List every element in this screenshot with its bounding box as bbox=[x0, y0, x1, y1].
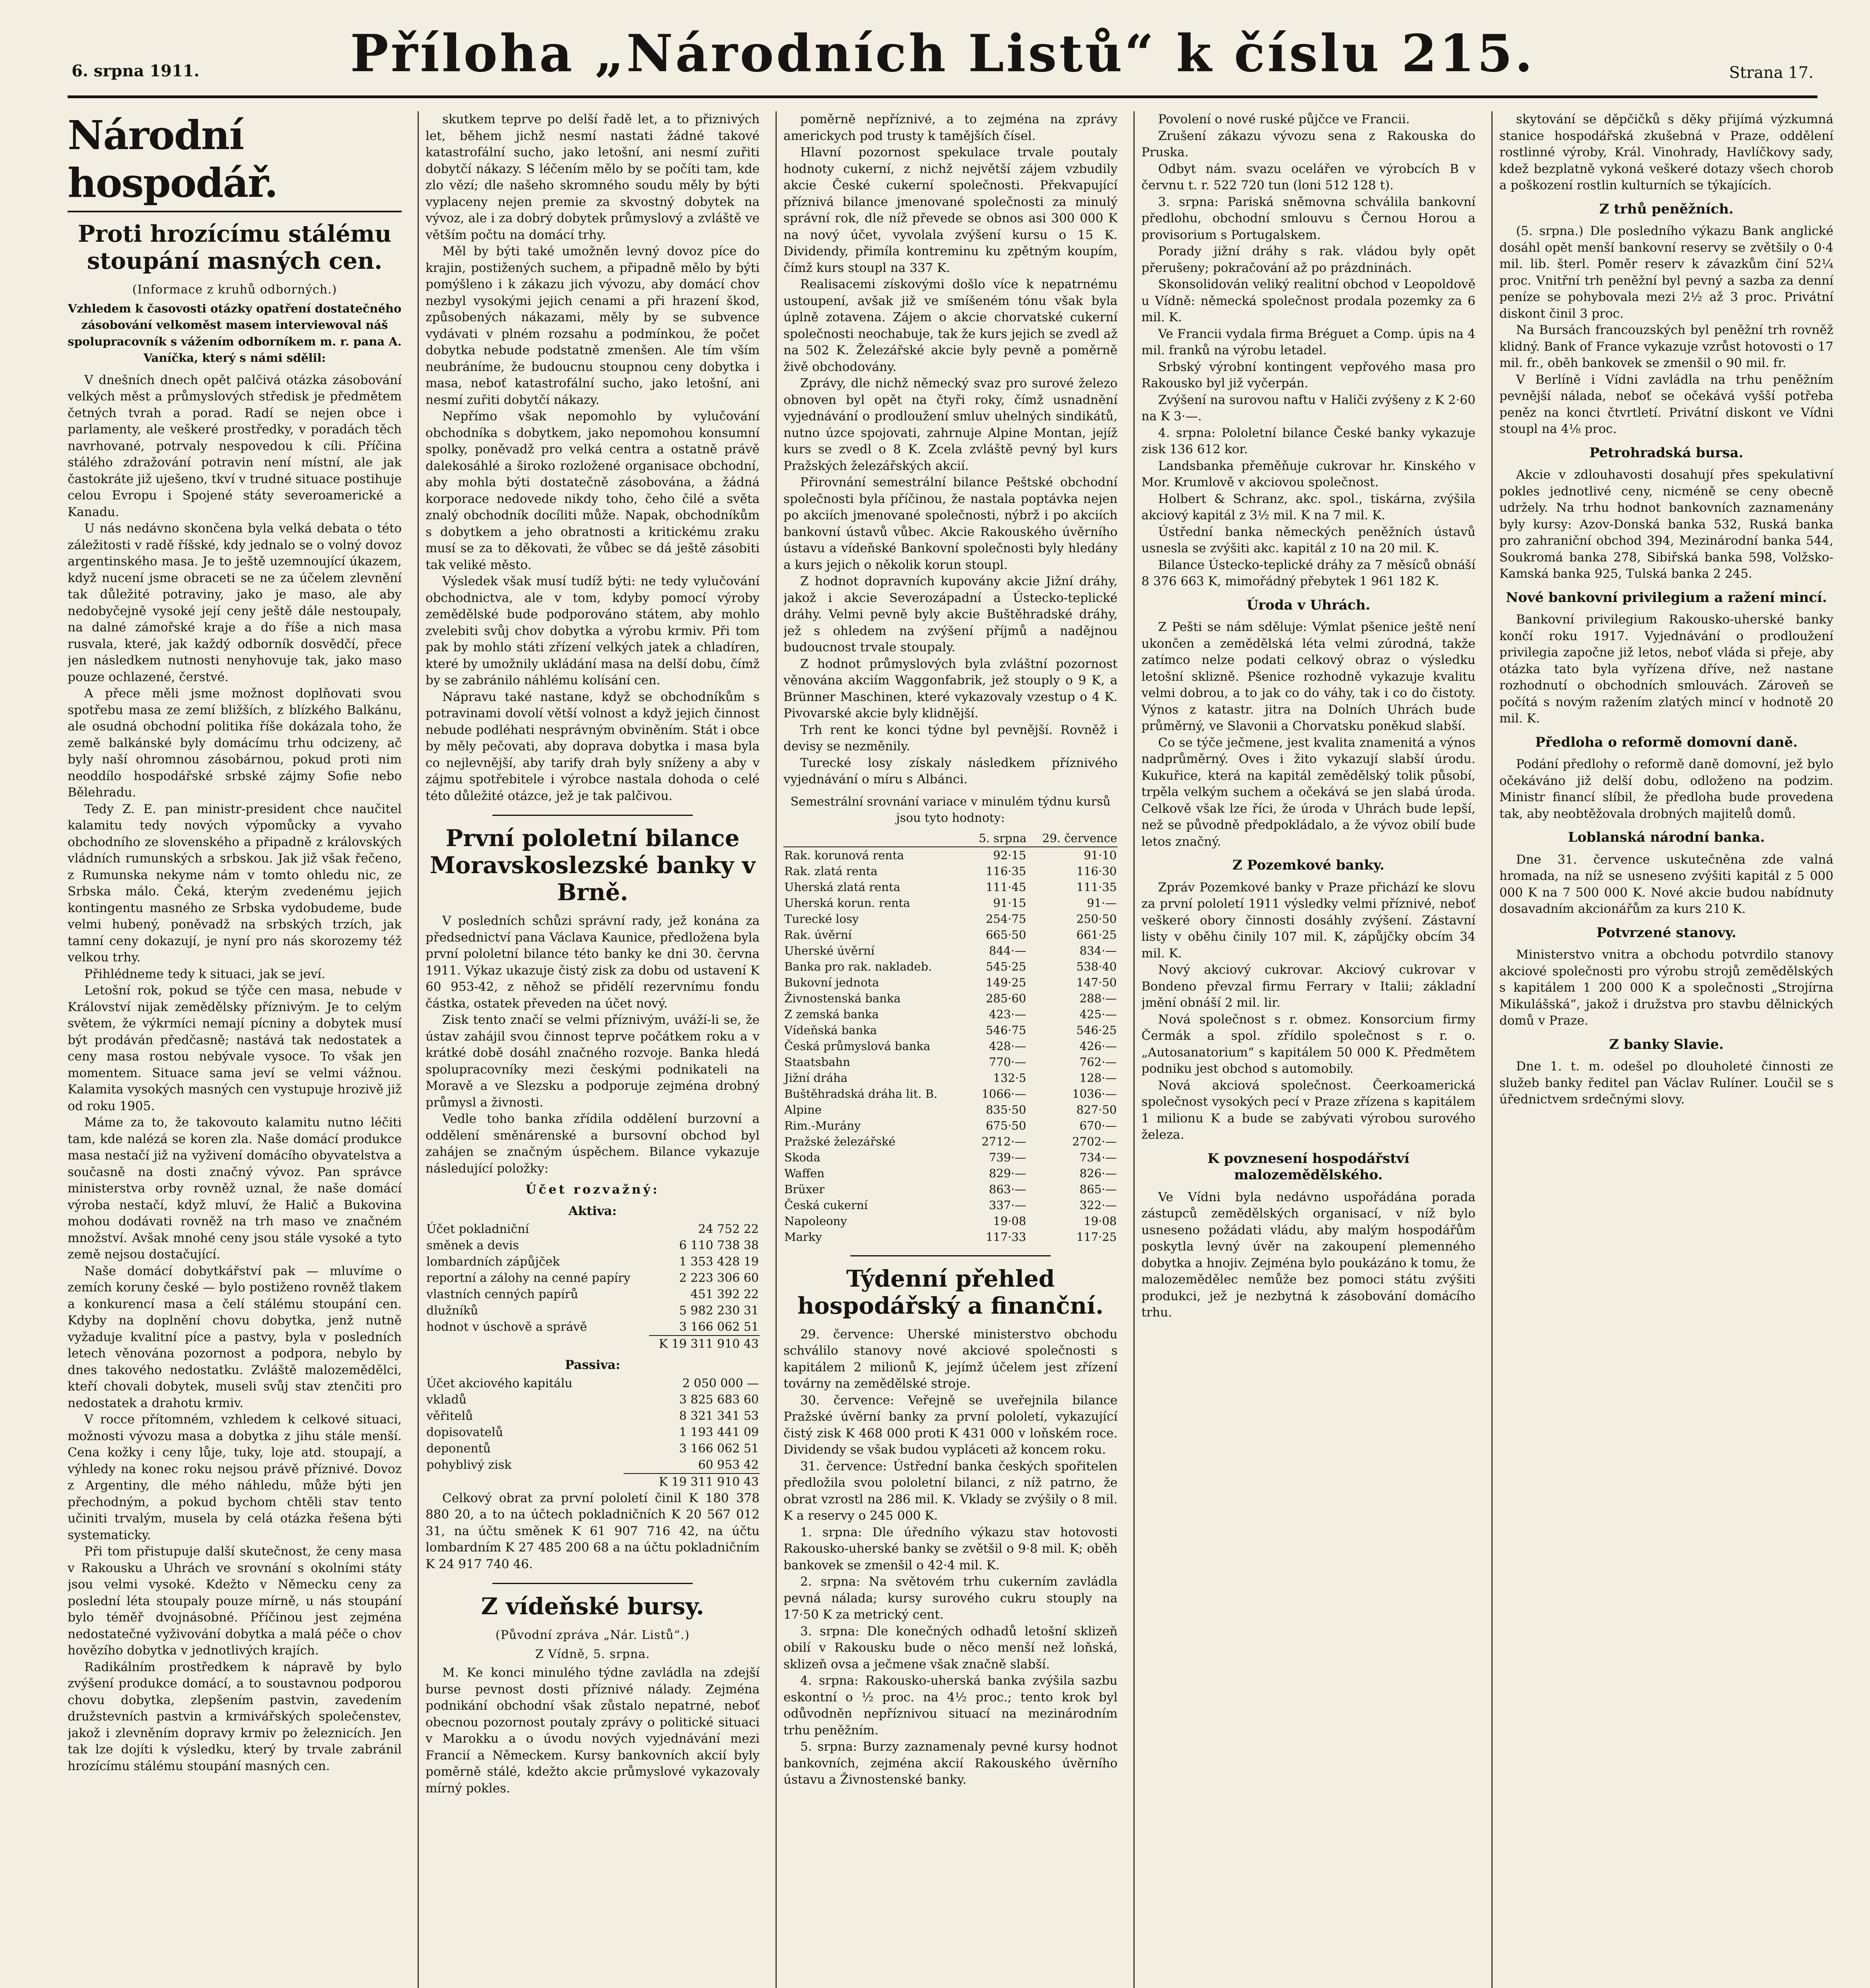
table-row bbox=[783, 1197, 1118, 1213]
column-rule bbox=[776, 111, 777, 1988]
column-5 bbox=[1499, 111, 1833, 1988]
masthead bbox=[68, 16, 1818, 98]
issue-date: 6. srpna 1911. bbox=[72, 62, 200, 80]
table-cell: 451 392 22 bbox=[690, 1287, 759, 1301]
table-cell: 863·— bbox=[989, 1182, 1026, 1196]
table-row bbox=[426, 1408, 760, 1424]
table-cell: 250·50 bbox=[1076, 912, 1117, 926]
table-row bbox=[783, 911, 1118, 927]
column-4 bbox=[1141, 111, 1475, 1988]
article-subtitle: (Informace z kruhů odborných.) bbox=[132, 283, 337, 297]
table-cell: 2712·— bbox=[982, 1134, 1026, 1148]
article-headline-land-bank: Z Pozemkové banky. bbox=[1232, 857, 1385, 873]
article-lead: Vzhledem k časovosti otázky opatření dostatečného zásobování velkoměst masem interviewoval náš spolupracovník s vážením odborníkem m. r. pana A. Vaníčka, který s námi sdělil: bbox=[68, 301, 402, 365]
paragraph: Naše domácí dobytkářství pak — mluvíme o zemích koruny české — bylo postiženo rovněž tlakem a konkurencí masa a čelí stálému stoupání cen. Kdyby na doplnění chovu dobytka, jenž nutně vyžaduje kvalitní píce a pastvy, byla v posledních letech věnována pozornost a podpora, nebylo by dnes takového nedostatku. Zvláště malozemědělci, kteří chovali dobytek, museli svůj stav ztenčiti pro nedostatek a drahotu krmiv. bbox=[68, 1264, 402, 1410]
paragraph: Měl by býti také umožněn levný dovoz píce do krajin, postižených suchem, a připadně mělo by býti pomýšleno i k zákazu jich vývozu, aby domácí chov nezbyl vysokými jejich cenami a při hrazení škod, způsobených nákazami, měly by se subvence vydávati v plném rozsahu a podmínkou, že počet dobytka nebude podstatně zmenšen. Ale tím vším neubráníme, že budoucnu stoupnou ceny dobytka i masa, neboť katastrofální sucho, jako letošní, ani nesmí zuřiti dobytčí nákazy. bbox=[426, 244, 760, 407]
column-rule bbox=[1133, 111, 1135, 1988]
table-cell: 116·30 bbox=[1076, 864, 1117, 878]
paragraph: Skonsolidován veliký realitní obchod v Leopoldově u Vídně: německá společnost prodala pozemky za 6 mil. K. bbox=[1141, 277, 1475, 324]
table-row bbox=[783, 1149, 1118, 1165]
table-cell: 288·— bbox=[1079, 991, 1117, 1005]
paragraph: 3. srpna: Pariská sněmovna schválila bankovní předlohu, obchodní smlouvu s Černou Horou a provisorium s Portugalskem. bbox=[1141, 194, 1475, 242]
section-separator bbox=[492, 1583, 693, 1584]
table-cell: 546·25 bbox=[1076, 1023, 1117, 1037]
table-row bbox=[426, 1392, 760, 1408]
article-body bbox=[68, 372, 402, 1775]
table-row bbox=[783, 1118, 1118, 1134]
paragraph: 4. srpna: Pololetní bilance České banky vykazuje zisk 136 612 kor. bbox=[1141, 425, 1475, 456]
table-row bbox=[783, 879, 1118, 895]
table-cell: Rak. úvěrní bbox=[784, 928, 852, 942]
table-row bbox=[426, 1319, 760, 1336]
paragraph: Při tom přistupuje další skutečnost, že ceny masa v Rakousku a Uhrách ve srovnání s okolními státy jsou velmi vysoké. Kdežto v Německu ceny za poslední léta stoupaly pouze mírně, u nás stoupání bylo téměř dvojnásobné. Příčinou jest zejména nedostatečné vyživování dobytka a malá péče o chov hovězího dobytka v jednotlivých krajích. bbox=[68, 1544, 402, 1658]
column-1 bbox=[68, 111, 402, 1988]
table-cell: 91·10 bbox=[1083, 848, 1117, 862]
article-headline-national-bank: Loblanská národní banka. bbox=[1568, 829, 1765, 845]
table-cell: 428·— bbox=[989, 1039, 1026, 1053]
paragraph: Nový akciový cukrovar. Akciový cukrovar v Bondeno převzal firmu Ferrary v Italii; základní jmění obnáší 2 mil. lir. bbox=[1141, 963, 1475, 1010]
article-headline-bank-privilege: Nové bankovní privilegium a ražení mincí. bbox=[1506, 589, 1827, 606]
paragraph: Radikálním prostředkem k nápravě by bylo zvýšení produkce domácí, a to soustavnou podporou chovu dobytka, zlepšením pastvin, zavedením družstevních pastvin a krmivářských společenstev, jakož i zlevněním dopravy krmiv po železnicích. Jen tak lze dojíti k výsledku, který by trvale zabránil hrozícímu stálému stoupání masných cen. bbox=[68, 1660, 402, 1773]
section-title: Národní hospodář. bbox=[68, 111, 402, 212]
table-cell: dopisovatelů bbox=[426, 1425, 503, 1439]
table-cell: 6 110 738 38 bbox=[679, 1239, 759, 1252]
paragraph: Přirovnání semestrální bilance Peštské obchodní společnosti byla příčinou, že nastala poptávka nejen po akciích jmenované společnosti, nýbrž i po akciích bankovní ústavů vůbec. Akcie Rakouského úvěrního ústavu a vídeňské Bankovní společnosti byly hledány a kurs jejich o několik korun stoupl. bbox=[783, 475, 1118, 572]
paragraph: 5. srpna: Burzy zaznamenaly pevné kursy hodnot bankovních, zejména akcií Rakouského úvěrního ústavu a Živnostenské banky. bbox=[783, 1740, 1118, 1787]
assets-total: K 19 311 910 43 bbox=[649, 1336, 760, 1352]
table-cell: 8 321 341 53 bbox=[679, 1409, 759, 1423]
dateline: Z Vídně, 5. srpna. bbox=[535, 1647, 650, 1661]
article-headline-vienna-bourse: Z vídeňské bursy. bbox=[481, 1593, 704, 1620]
paragraph: 4. srpna: Rakousko-uherská banka zvýšila sazbu eskontní o ½ proc. na 4½ proc.; tento krok byl odůvodněn nepříznivou situací na mezinárodním trhu peněžním. bbox=[783, 1673, 1118, 1738]
table-cell: 91·— bbox=[1087, 896, 1117, 910]
table-cell: Vídeňská banka bbox=[784, 1023, 877, 1037]
table-cell: 734·— bbox=[1079, 1150, 1117, 1164]
table-cell: Bukovní jednota bbox=[784, 975, 879, 989]
paragraph: Z Pešti se nám sděluje: Výmlat pšenice ještě není ukončen a zemědělská léta velmi zúrodná, takže zatímco nelze podati celkový obraz o výsledku letošní sklizně. Pšenice rozhodně vykazuje kvalitu velmi dobrou, a to jak co do váhy, tak i co do čistoty. Výnos z katastr. jitra na Dolních Uhrách bude průměrný, ve Slavonii a Chorvatsku poněkud slabší. bbox=[1141, 620, 1475, 733]
table-cell: 111·45 bbox=[986, 880, 1026, 894]
column-rule bbox=[1491, 111, 1493, 1988]
paragraph: Zrušení zákazu vývozu sena z Rakouska do Pruska. bbox=[1141, 128, 1475, 159]
column-header bbox=[783, 830, 969, 847]
paragraph: Podání předlohy o reformě daně domovní, jež bylo očekáváno již delší dobu, odloženo na podzim. Ministr financí slíbil, že předloha bude provedena tak, aby neobtěžovala drobných majitelů domů. bbox=[1499, 757, 1833, 821]
table-cell: Účet akciového kapitálu bbox=[426, 1376, 573, 1390]
paragraph: V posledních schůzi správní rady, jež konána za předsednictví pana Václava Kaunice, předložena byla první pololetní bilance této banky ke dni 30. června 1911. Výkaz ukazuje čistý zisk za dobu od ustavení K 60 953-42, z něhož se přidělí rezervnímu fondu částka, ostatek převeden na účet nový. bbox=[426, 914, 760, 1011]
table-cell: 322·— bbox=[1079, 1198, 1117, 1212]
paragraph: A přece měli jsme možnost doplňovati svou spotřebu masa ze zemí bližších, z blízkého Balkánu, ale osudná obchodní politika říše dokázala toho, že země balkánské byly domácímu trhu odcizeny, ač byly naší ohromnou zásobárnou, pokud proti nim neoddílo hospodářské srbské zájmy Sofie nebo Bělehradu. bbox=[68, 686, 402, 800]
bourse-table-body bbox=[783, 847, 1118, 1245]
article-headline-moravian-bank: První pololetní bilance Moravskoslezské banky v Brně. bbox=[430, 825, 756, 906]
table-cell: 835·50 bbox=[986, 1103, 1026, 1116]
table-row bbox=[783, 927, 1118, 943]
table-cell: pohyblivý zisk bbox=[426, 1458, 512, 1472]
table-cell: 285·60 bbox=[986, 991, 1026, 1005]
article-headline-meat-prices: Proti hrozícímu stálému stoupání masných cen. bbox=[78, 220, 392, 274]
table-cell: 827·50 bbox=[1076, 1103, 1117, 1116]
liabilities-label: Passiva: bbox=[565, 1358, 620, 1372]
table-row bbox=[783, 895, 1118, 911]
paragraph: (5. srpna.) Dle posledního výkazu Bank anglické dosáhl opět menší bankovní reservy se zvětšily o 0·4 mil. lib. šterl. Poměr reserv k závazkům činí 52¼ proc. Vnitřní trh peněžní byl pevný a sazba za denní peníze se pohybovala mezi 2½ až 3 proc. Privátní diskont činil 3 proc. bbox=[1499, 224, 1833, 321]
paragraph: V rocce přítomném, vzhledem k celkové situaci, možnosti vývozu masa a dobytka z jihu stále menší. Cena kožky i ceny lůje, tuky, loje atd. stoupají, a výhledy na konec roku nejsou právě příznivé. Dovoz z Argentiny, dle mého náhledu, může býti jen přechodným, a pokud bychom chtěli stav tento učiniti trvalým, musela by celá otázka řešena býti systematicky. bbox=[68, 1412, 402, 1542]
article-headline-house-tax: Předloha o reformě domovní daně. bbox=[1535, 734, 1798, 750]
balance-title: Účet rozvažný: bbox=[525, 1182, 660, 1197]
bourse-table bbox=[783, 830, 1118, 1245]
table-row bbox=[783, 1086, 1118, 1102]
table-row bbox=[783, 1165, 1118, 1181]
column-3 bbox=[783, 111, 1118, 1988]
paragraph: poměrně nepříznivé, a to zejména na zprávy americkych pod trusty k tamějších čísel. bbox=[783, 112, 1118, 143]
table-row bbox=[426, 1441, 760, 1457]
paragraph: Tedy Z. E. pan ministr-president chce naučitel kalamitu tedy nových výpomůcky a vyvaho obchodního ze slovenského a připadně z královských vládních rumunských a srbskou. Jak již však řečeno, z Rumunska nekyme nám v tomto ohledu nic, ze Srbska málo. Čeká, kterým zvedenému jejich kontingentu masného ze Srbska vydobudeme, bude velmi hubený, poněvadž na srbských trzích, jak tamní ceny dokazují, je nyní pro nás skorozemy též velkou trhy. bbox=[68, 802, 402, 965]
table-cell: 24 752 22 bbox=[698, 1222, 759, 1236]
table-row bbox=[426, 1221, 760, 1237]
table-cell: 132·5 bbox=[993, 1071, 1026, 1085]
table-cell: 2 050 000 — bbox=[682, 1376, 759, 1390]
paragraph: Co se týče ječmene, jest kvalita znamenitá a výnos nadprůměrný. Oves i žito vykazují slabší úrodu. Kukuřice, která na kapitál zemědělský tolik působí, trpěla velkým suchem a očekává se jen slabá úroda. Celkově však lze říci, že úroda v Uhrách bude lepší, než se původně předpokládalo, a že vývoz obilí bude letos značný. bbox=[1141, 735, 1475, 849]
table-cell: 546·75 bbox=[986, 1023, 1026, 1037]
table-cell: 147·50 bbox=[1076, 975, 1117, 989]
table-row bbox=[783, 847, 1118, 863]
article-headline-slavia-bank: Z banky Slavie. bbox=[1609, 1036, 1724, 1052]
paragraph: Ve Francii vydala firma Bréguet a Comp. úpis na 4 mil. franků na výrobu letadel. bbox=[1141, 326, 1475, 357]
table-row bbox=[783, 975, 1118, 990]
table-cell: Waffen bbox=[784, 1166, 825, 1180]
table-cell: Účet pokladniční bbox=[426, 1222, 529, 1236]
paragraph: Máme za to, že takovouto kalamitu nutno léčiti tam, kde nalézá se koren zla. Naše domácí produkce masa nestačí již na vyživení domácího obyvatelstva a současně na dosti značný vývoz. Pan správce ministerstva orby rovněž uznal, že naše domácí výroba nestačí, když mluví, že Halič a Bukovina mohou dodávati rovněž na trh maso ve značném množství. Avšak mnohé ceny jsou stále vysoké a tyto země nejsou dostačující. bbox=[68, 1115, 402, 1262]
article-headline-smallholders: K povznesení hospodářství malozemědělského. bbox=[1207, 1150, 1409, 1183]
table-cell: 538·40 bbox=[1076, 959, 1117, 973]
table-cell: deponentů bbox=[426, 1441, 491, 1456]
supplement-title: Příloha „Národních Listů“ k číslu 215. bbox=[350, 24, 1535, 83]
paragraph: Vedle toho banka zřídila oddělení burzovní a oddělení směnárenské a bursovní obchod byl zahájen se značným úspěchem. Bilance vykazuje následující položky: bbox=[426, 1112, 760, 1176]
table-cell: 2 223 306 60 bbox=[679, 1271, 759, 1285]
table-cell: 670·— bbox=[1079, 1118, 1117, 1132]
paragraph: Dne 1. t. m. odešel po dlouholeté činnosti ze služeb banky ředitel pan Václav Rulíner. Loučil se s úřednictvem srdečnými slovy. bbox=[1499, 1059, 1833, 1107]
paragraph: 1. srpna: Dle úředního výkazu stav hotovosti Rakousko-uherské banky se zvětšil o 9·8 mil. K; oběh bankovek se zmenšil o 42·4 mil. K. bbox=[783, 1525, 1118, 1573]
paragraph: skutkem teprve po delší řadě let, a to přiznivých let, během jichž nesmí nastati žádné takové katastrofální sucho, jako letošní, ani nesmí zuřiti dobytčí nákazy. S léčením mělo by se počíti tam, kde zlo vězí; dle našeho skromného soudu měly by býti vyplaceny nejen premie za skvostný dobytek na vývoz, ale i za dobrý dobytek průmyslový a zvláště ve větším počtu na domácí trhy. bbox=[426, 112, 760, 242]
paragraph: Holbert & Schranz, akc. spol., tiskárna, zvýšila akciový kapitál z 3½ mil. K na 7 mil. K. bbox=[1141, 491, 1475, 522]
table-cell: Buštěhradská dráha lit. B. bbox=[784, 1087, 938, 1101]
table-row bbox=[783, 1229, 1118, 1245]
table-cell: Rak. korunová renta bbox=[784, 848, 904, 862]
assets-table bbox=[426, 1221, 760, 1352]
table-row bbox=[783, 990, 1118, 1006]
table-cell: 117·25 bbox=[1076, 1230, 1117, 1244]
article-headline-weekly-review: Týdenní přehled hospodářský a finanční. bbox=[797, 1265, 1104, 1319]
table-row bbox=[783, 1022, 1118, 1038]
table-cell: dlužníků bbox=[426, 1304, 478, 1318]
table-cell: 1 353 428 19 bbox=[679, 1255, 759, 1269]
table-cell: Rak. zlatá renta bbox=[784, 864, 878, 878]
table-cell: 829·— bbox=[989, 1166, 1026, 1180]
paragraph: Celkový obrat za první pololetí činil K 180 378 880 20, a to na účtech pokladničních K 20 567 012 31, na účtu směnek K 61 907 716 42, na účtu lombardním K 27 485 200 68 a na účtu pokladničním K 24 917 740 46. bbox=[426, 1491, 760, 1571]
paragraph: Porady jižní dráhy s rak. vládou byly opět přerušeny; pokračování až po prázdninách. bbox=[1141, 244, 1475, 275]
table-cell: Napoleony bbox=[784, 1214, 847, 1228]
paragraph: V Berlíně i Vídni zavládla na trhu peněžním pevnější nálada, neboť se očekává vyšší potřeba peněz na konci čtvrtletí. Privátní diskont ve Vídni stoupl na 4⅛ proc. bbox=[1499, 372, 1833, 436]
table-row bbox=[426, 1375, 760, 1392]
paragraph: Ve Vídni byla nedávno uspořádána porada zástupců zemědělských organisací, v níž bylo usneseno požádati vládu, aby malým hospodářům poskytla levný úvěr na zakoupení plemenného dobytka a hnojiv. Zejména bylo poukázáno k tomu, že malozemědělec nemůže bez pomoci státu zvýšiti produkci, jež je nezbytná k zásobování domácího trhu. bbox=[1141, 1190, 1475, 1320]
table-cell: Česká průmyslová banka bbox=[784, 1039, 931, 1053]
paragraph: Ústřední banka německých peněžních ústavů usnesla se zvýšiti akc. kapitál z 10 na 20 mil. K. bbox=[1141, 524, 1475, 555]
table-row bbox=[426, 1424, 760, 1441]
table-row bbox=[783, 1102, 1118, 1118]
paragraph: Zvýšení na surovou naftu v Haliči zvýšeny z K 2·60 na K 3·—. bbox=[1141, 392, 1475, 423]
table-cell: 3 166 062 51 bbox=[679, 1320, 759, 1334]
paragraph: 31. července: Ústřední banka českých spořitelen předložila svou pololetní bilanci, z níž patrno, že obrat vzrostl na 286 mil. K. Vklady se zvýšily o 8 mil. K a reservy o 245 000 K. bbox=[783, 1459, 1118, 1523]
table-cell: 834·— bbox=[1079, 944, 1117, 957]
table-cell: 19·08 bbox=[993, 1214, 1026, 1228]
liabilities-table bbox=[426, 1375, 760, 1490]
paragraph: Akcie v zdlouhavosti dosahují přes spekulativní pokles jednotlivé ceny, nicméně se ceny obecně udržely. Na trhu hodnot bankovních zaznamenány byly kursy: Azov-Donská banka 532, Ruská banka pro zahraniční obchod 394, Mezinárodní banka 544, Soukromá banka 278, Sibiřská banka 598, Volžsko-Kamská banka 925, Tulská banka 2 245. bbox=[1499, 468, 1833, 581]
assets-label: Aktiva: bbox=[568, 1204, 617, 1218]
table-row bbox=[783, 959, 1118, 975]
table-cell: 675·50 bbox=[986, 1118, 1026, 1132]
table-cell: Uherské úvěrní bbox=[784, 944, 875, 957]
table-cell: Jižní dráha bbox=[784, 1071, 848, 1085]
paragraph: Bankovní privilegium Rakousko-uherské banky končí roku 1917. Vyjednávání o prodloužení privilegia započne již letos, neboť vláda si přeje, aby otázka tato byla vyřízena dříve, než nastane rozhodnutí o obchodních smlouvách. Zároveň se počítá s novým ražením zlatých mincí v hodnotě 20 mil. K. bbox=[1499, 612, 1833, 726]
table-cell: vkladů bbox=[426, 1392, 467, 1407]
article-headline-statutes: Potvrzené stanovy. bbox=[1596, 924, 1736, 941]
table-row bbox=[783, 943, 1118, 959]
table-cell: Marky bbox=[784, 1230, 822, 1244]
paragraph: Ministerstvo vnitra a obchodu potvrdilo stanovy akciové společnosti pro výrobu strojů zemědělských s kapitálem 1 200 000 K a společnosti „Strojírna Mikulášská“, jakož i družstva pro stavbu dělnických domů v Praze. bbox=[1499, 947, 1833, 1028]
table-cell: 739·— bbox=[989, 1150, 1026, 1164]
table-cell: Skoda bbox=[784, 1150, 820, 1164]
table-row bbox=[426, 1303, 760, 1319]
table-cell: 665·50 bbox=[986, 928, 1026, 942]
table-cell: 128·— bbox=[1079, 1071, 1117, 1085]
table-cell: Z zemská banka bbox=[784, 1007, 879, 1021]
paragraph: Nápravu také nastane, když se obchodníkům s potravinami dovolí větší volnost a když jejich činnost nebude podléhati nesprávným obviněním. Stát i obce by měly pečovati, aby doprava dobytka i masa byla co nejlevnější, aby tarify drah byly sníženy a aby v zájmu spotřebitele i výrobce nastala dohoda o celé této důležité otázce, jež je tak palčivou. bbox=[426, 689, 760, 803]
table-cell: Staatsbahn bbox=[784, 1055, 850, 1069]
table-cell: 826·— bbox=[1079, 1166, 1117, 1180]
table-row bbox=[783, 1006, 1118, 1022]
table-cell: Rim.-Murány bbox=[784, 1118, 861, 1132]
table-cell: Banka pro rak. nakladeb. bbox=[784, 959, 932, 973]
paragraph: Letošní rok, pokud se týče cen masa, nebude v Království nijak zemědělsky příznivým. Je to celým světem, že výkrmíci nemají pícniny a dobytek musí být prodáván předčasně; nastává tak nedostatek a ceny masa rostou nebývale vysoce. To však jen momentem. Situace sama jeví se velmi vážnou. Kalamita vysokých masných cen vystupuje hrozivě již od roku 1905. bbox=[68, 983, 402, 1113]
article-headline-money-markets: Z trhů peněžních. bbox=[1599, 201, 1734, 217]
paragraph: Turecké losy získaly následkem příznivého vyjednávání o míru s Albánci. bbox=[783, 755, 1118, 786]
section-separator bbox=[492, 815, 693, 816]
table-cell: hodnot v úschově a správě bbox=[426, 1320, 587, 1334]
table-cell: 1036·— bbox=[1072, 1087, 1117, 1101]
table-cell: 117·33 bbox=[986, 1230, 1026, 1244]
table-cell: 426·— bbox=[1079, 1039, 1117, 1053]
paragraph: Zpráv Pozemkové banky v Praze přichází ke slovu za první pololetí 1911 výsledky velmi příznivé, neboť veškeré obory činnosti dosáhly zvýšení. Zástavní listy v oběhu činily 107 mil. K, zápůjčky obcím 34 mil. K. bbox=[1141, 880, 1475, 961]
table-cell: 2702·— bbox=[1072, 1134, 1117, 1148]
paragraph: 2. srpna: Na světovém trhu cukerním zavládla pevná nálada; kursy surového cukru stouply na 17·50 K za metrický cent. bbox=[783, 1574, 1118, 1622]
paragraph: Nepřímo však nepomohlo by vylučování obchodníka s dobytkem, jako nepomohou konsumní spolky, poněvadž pro velká centra a ostatně právě dalekosáhlé a široko rozložené organisace obchodní, aby mohla býti dostatečně zásobována, a žádná korporace nedovede nikdy toho, čeho čilé a světa znalý obchodník docíliti může. Napak, obchodníkům s dobytkem a jeho obratnosti a kritickému zraku musí se za to děkovati, že vůbec se dá ještě zásobiti tak veliké město. bbox=[426, 409, 760, 572]
table-cell: 92·15 bbox=[993, 848, 1026, 862]
table-row bbox=[426, 1286, 760, 1303]
table-cell: 5 982 230 31 bbox=[679, 1304, 759, 1318]
paragraph: Hlavní pozornost spekulace trvale poutaly hodnoty cukerní, z nichž největší zájem vzbudily akcie České cukerní společnosti. Překvapující příznivá bilance jmenované společnosti za minulý správní rok, dle níž převede se obnos asi 300 000 K na nový účet, vyvolala zvýšení kursu o 15 K. Dividendy, přimíla kontreminu ku zpětným koupím, čímž kurs stoupl na 337 K. bbox=[783, 145, 1118, 275]
paragraph: 3. srpna: Dle konečných odhadů letošní sklizeň obilí v Rakousku bude o něco menší než loňská, sklizeň ovsa a ječmene však značně slabší. bbox=[783, 1624, 1118, 1672]
paragraph: Přihlédneme tedy k situaci, jak se jeví. bbox=[84, 967, 326, 981]
paragraph: Na Bursách francouzských byl peněžní trh rovněž klidný. Bank of France vykazuje vzrůst hotovosti o 17 mil. fr., oběh bankovek se zmenšil o 90 mil. fr. bbox=[1499, 323, 1833, 370]
column-2 bbox=[426, 111, 760, 1988]
table-cell: Uherská zlatá renta bbox=[784, 880, 900, 894]
table-cell: 661·25 bbox=[1076, 928, 1117, 942]
section-separator bbox=[850, 1255, 1051, 1256]
table-row bbox=[426, 1270, 760, 1286]
paragraph: Z hodnot dopravních kupovány akcie Jižní dráhy, jakož i akcie Severozápadní a Ústecko-teplické dráhy. Velmi pevně byly akcie Buštěhradské dráhy, jež s ohledem na zvýšení příjmů a nadějnou budoucnost trvale stoupaly. bbox=[783, 574, 1118, 654]
paragraph: V dnešních dnech opět palčivá otázka zásobování velkých měst a průmyslových středisk je předmětem četných tvrah a porad. Radí se nejen obce i parlamenty, ale veškeré prostředky, v poradách těch navrhované, potrvaly nespovedou k cíli. Příčina stálého zdražování potravin není místní, ale jak častokráte již uješeno, tkví v trudné situace postihuje celou Evropu i Spojené státy severoamerické a Kanadu. bbox=[68, 373, 402, 519]
paragraph: 29. července: Uherské ministerstvo obchodu schválilo stanovy nové akciové společnosti s kapitálem 2 milionů K, jejímž účelem jest zřízení továrny na zemědělské stroje. bbox=[783, 1327, 1118, 1391]
paragraph: M. Ke konci minulého týdne zavládla na zdejší burse pevnost dosti příznivé nálady. Zejména podnikání obchodní však zůstalo nepatrné, neboť obecnou pozornost poutaly zprávy o politické situaci v Marokku a o úvodu nových vyjednávání mezi Francií a Německem. Kursy bankovních akcií byly poměrně stálé, kdežto akcie průmyslové vykazovaly mírný pokles. bbox=[426, 1666, 760, 1796]
table-cell: 423·— bbox=[989, 1007, 1026, 1021]
table-cell: Turecké losy bbox=[784, 912, 859, 926]
column-header: 5. srpna bbox=[969, 830, 1027, 847]
article-subtitle: (Původní zpráva „Nár. Listů“.) bbox=[495, 1628, 690, 1642]
table-header-row bbox=[783, 830, 1118, 847]
paragraph: Zprávy, dle nichž německý svaz pro surové železo obnoven byl opět na čtyři roky, čímž usnadnění vyjednávání o prodloužení smluv uhelných sindikátů, nutno úzce spojovati, zahrnuje Alpine Montan, jejíž kurs se zvedl o 8 K. Zcela zvláště pevný byl kurs Pražských železářských akcií. bbox=[783, 376, 1118, 473]
paragraph: Povolení o nové ruské půjčce ve Francii. bbox=[1158, 112, 1410, 126]
paragraph: Srbský výrobní kontingent vepřového masa pro Rakousko byl již vyčerpán. bbox=[1141, 359, 1475, 390]
table-cell: 91·15 bbox=[993, 896, 1026, 910]
paragraph: Zisk tento značí se velmi příznivým, uváží-li se, že ústav zahájil svou činnost teprve počátkem roku a v krátké době dosáhl značného rozvoje. Banka hledá spolupracovníky mezi českými podnikateli na Moravě a ve Slezsku a podporuje zejména drobný průmysl a živnosti. bbox=[426, 1013, 760, 1110]
table-cell: 19·08 bbox=[1083, 1214, 1117, 1228]
table-row bbox=[783, 1181, 1118, 1197]
paragraph: skytování se děpčičků s děky přijímá výzkumná stanice hospodářská zkušebná v Praze, oddělení rostlinné výroby, Král. Vinohrady, Havlíčkovy sady, kdež bezplatně vykoná veškeré dotazy všech chorob a poškození rostlin kulturních se týkajících. bbox=[1499, 112, 1833, 192]
paragraph: Odbyt nám. svazu ocelářen ve výrobcích B v červnu t. r. 522 720 tun (loni 512 128 t). bbox=[1141, 161, 1475, 192]
table-cell: Pražské železářské bbox=[784, 1134, 896, 1148]
paragraph: Landsbanka přeměňuje cukrovar hr. Kinského v Mor. Krumlově v akciovou společnost. bbox=[1141, 458, 1475, 489]
table-cell: 3 166 062 51 bbox=[679, 1441, 759, 1456]
table-cell: lombardních zápůjček bbox=[426, 1255, 560, 1269]
table-cell: 770·— bbox=[989, 1055, 1026, 1069]
table-cell: Uherská korun. renta bbox=[784, 896, 910, 910]
table-cell: 844·— bbox=[989, 944, 1026, 957]
table-cell: 337·— bbox=[989, 1198, 1026, 1212]
table-row bbox=[783, 1134, 1118, 1149]
paragraph: Bilance Ústecko-teplické dráhy za 7 měsíců obnáší 8 376 663 K, mimořádný přebytek 1 961 182 K. bbox=[1141, 557, 1475, 588]
table-row bbox=[783, 1213, 1118, 1229]
paragraph: Dne 31. července uskutečněna zde valná hromada, na níž se usneseno zvýšiti kapitál z 5 000 000 K na 7 500 000 K. Nové akcie budou nabídnuty dosavadním akcionářům za kurs 210 K. bbox=[1499, 852, 1833, 916]
table-row bbox=[426, 1336, 760, 1352]
table-cell: 149·25 bbox=[986, 975, 1026, 989]
column-header: 29. července bbox=[1027, 830, 1118, 847]
table-cell: 762·— bbox=[1079, 1055, 1117, 1069]
table-cell: vlastních cenných papírů bbox=[426, 1287, 578, 1301]
table-caption: Semestrální srovnání variace v minulém týdnu kursů jsou tyto hodnoty: bbox=[790, 794, 1111, 825]
paragraph: Trh rent ke konci týdne byl pevnější. Rovněž i devisy se nezměnily. bbox=[783, 722, 1118, 753]
table-cell: 3 825 683 60 bbox=[679, 1392, 759, 1407]
article-headline-petersburg-bourse: Petrohradská bursa. bbox=[1589, 445, 1744, 461]
paragraph: Z hodnot průmyslových byla zvláštní pozornost věnována akciím Waggonfabrik, jež stouply o 9 K, a Brünner Maschinen, které vykazovaly vzestup o 4 K. Pivovarské akcie byly klidnější. bbox=[783, 656, 1118, 720]
paragraph: Výsledek však musí tudíž býti: ne tedy vylučování obchodnictva, ale v tom, kdyby pomocí výroby zemědělské bude podporováno státem, aby mohlo zvelebiti svůj chov dobytka a výrobu krmiv. Při tom pak by mohlo státi zřízení velkých jatek a chladíren, které by umožnily ukládání masa na delší dobu, čímž by se zabránilo náhlému kolísání cen. bbox=[426, 574, 760, 687]
article-headline-hungary-harvest: Úroda v Uhrách. bbox=[1246, 597, 1370, 613]
table-cell: 111·35 bbox=[1076, 880, 1117, 894]
table-cell: Brüxer bbox=[784, 1182, 825, 1196]
table-row bbox=[426, 1457, 760, 1474]
table-row bbox=[426, 1254, 760, 1270]
table-cell: 865·— bbox=[1079, 1182, 1117, 1196]
table-cell: 545·25 bbox=[986, 959, 1026, 973]
table-cell: věřitelů bbox=[426, 1409, 473, 1423]
table-cell: 116·35 bbox=[986, 864, 1026, 878]
table-cell: reportní a zálohy na cenné papíry bbox=[426, 1271, 631, 1285]
table-row bbox=[426, 1237, 760, 1254]
table-cell: směnek a devis bbox=[426, 1239, 519, 1252]
column-rule bbox=[418, 111, 419, 1988]
table-cell: 60 953 42 bbox=[698, 1458, 759, 1472]
table-row bbox=[426, 1474, 760, 1490]
table-cell: Živnostenská banka bbox=[784, 991, 901, 1005]
table-cell: Česká cukerní bbox=[784, 1198, 868, 1212]
table-cell: 254·75 bbox=[986, 912, 1026, 926]
table-row bbox=[783, 1054, 1118, 1070]
liabilities-total: K 19 311 910 43 bbox=[624, 1474, 760, 1490]
table-row bbox=[783, 863, 1118, 879]
table-row bbox=[783, 1070, 1118, 1086]
paragraph: Nová společnost s r. obmez. Konsorcium firmy Čermák a spol. zřídilo společnost s r. o. „Autosanatorium“ s kapitálem 50 000 K. Předmětem podniku jest obchod s automobily. bbox=[1141, 1012, 1475, 1076]
table-cell: 425·— bbox=[1079, 1007, 1117, 1021]
table-cell: 1066·— bbox=[982, 1087, 1026, 1101]
paragraph: U nás nedávno skončena byla velká debata o této záležitosti v radě říšské, kdy jednalo se o volný dovoz argentinského masa. Je to ještě uzemnoující úkazem, když nucení jsme obraceti se ne za účelem zlevnění tak důležité potraviny, jako je maso, ale aby nedobyčejně vysoké její ceny ještě dále nestoupaly, na dalné zámořské kraje a do říše a nich masa rusvala, které, jak každý odborník dosvědčí, přece jen následkem nutnosti nenyhovuje tak, jako maso pouze ochlazené, čerstvé. bbox=[68, 521, 402, 684]
paragraph: 30. července: Veřejně se uveřejnila bilance Pražské úvěrní banky za první pololetí, vykazující čistý zisk K 468 000 proti K 431 000 v loňském roce. Dividendy se však budou vypláceti až koncem roku. bbox=[783, 1393, 1118, 1457]
table-cell: Alpine bbox=[784, 1103, 822, 1116]
table-cell: 1 193 441 09 bbox=[679, 1425, 759, 1439]
table-row bbox=[783, 1038, 1118, 1054]
page-number: Strana 17. bbox=[1729, 64, 1814, 82]
paragraph: Realisacemi získovými došlo více k nepatrnému ustoupení, avšak již ve smíšeném tónu však byla úplně zotavena. Zájem o akcie chorvatské cukerní společnosti neochabuje, tak že kurs jejich se zvedl až na 502 K. Železářské akcie byly pevně a poměrně živě obchodovány. bbox=[783, 277, 1118, 374]
paragraph: Nová akciová společnost. Čeerkoamerická společnost vysokých pecí v Praze zřízena s kapitálem 1 milionu K a bude se zabývati výrobou surového železa. bbox=[1141, 1078, 1475, 1142]
